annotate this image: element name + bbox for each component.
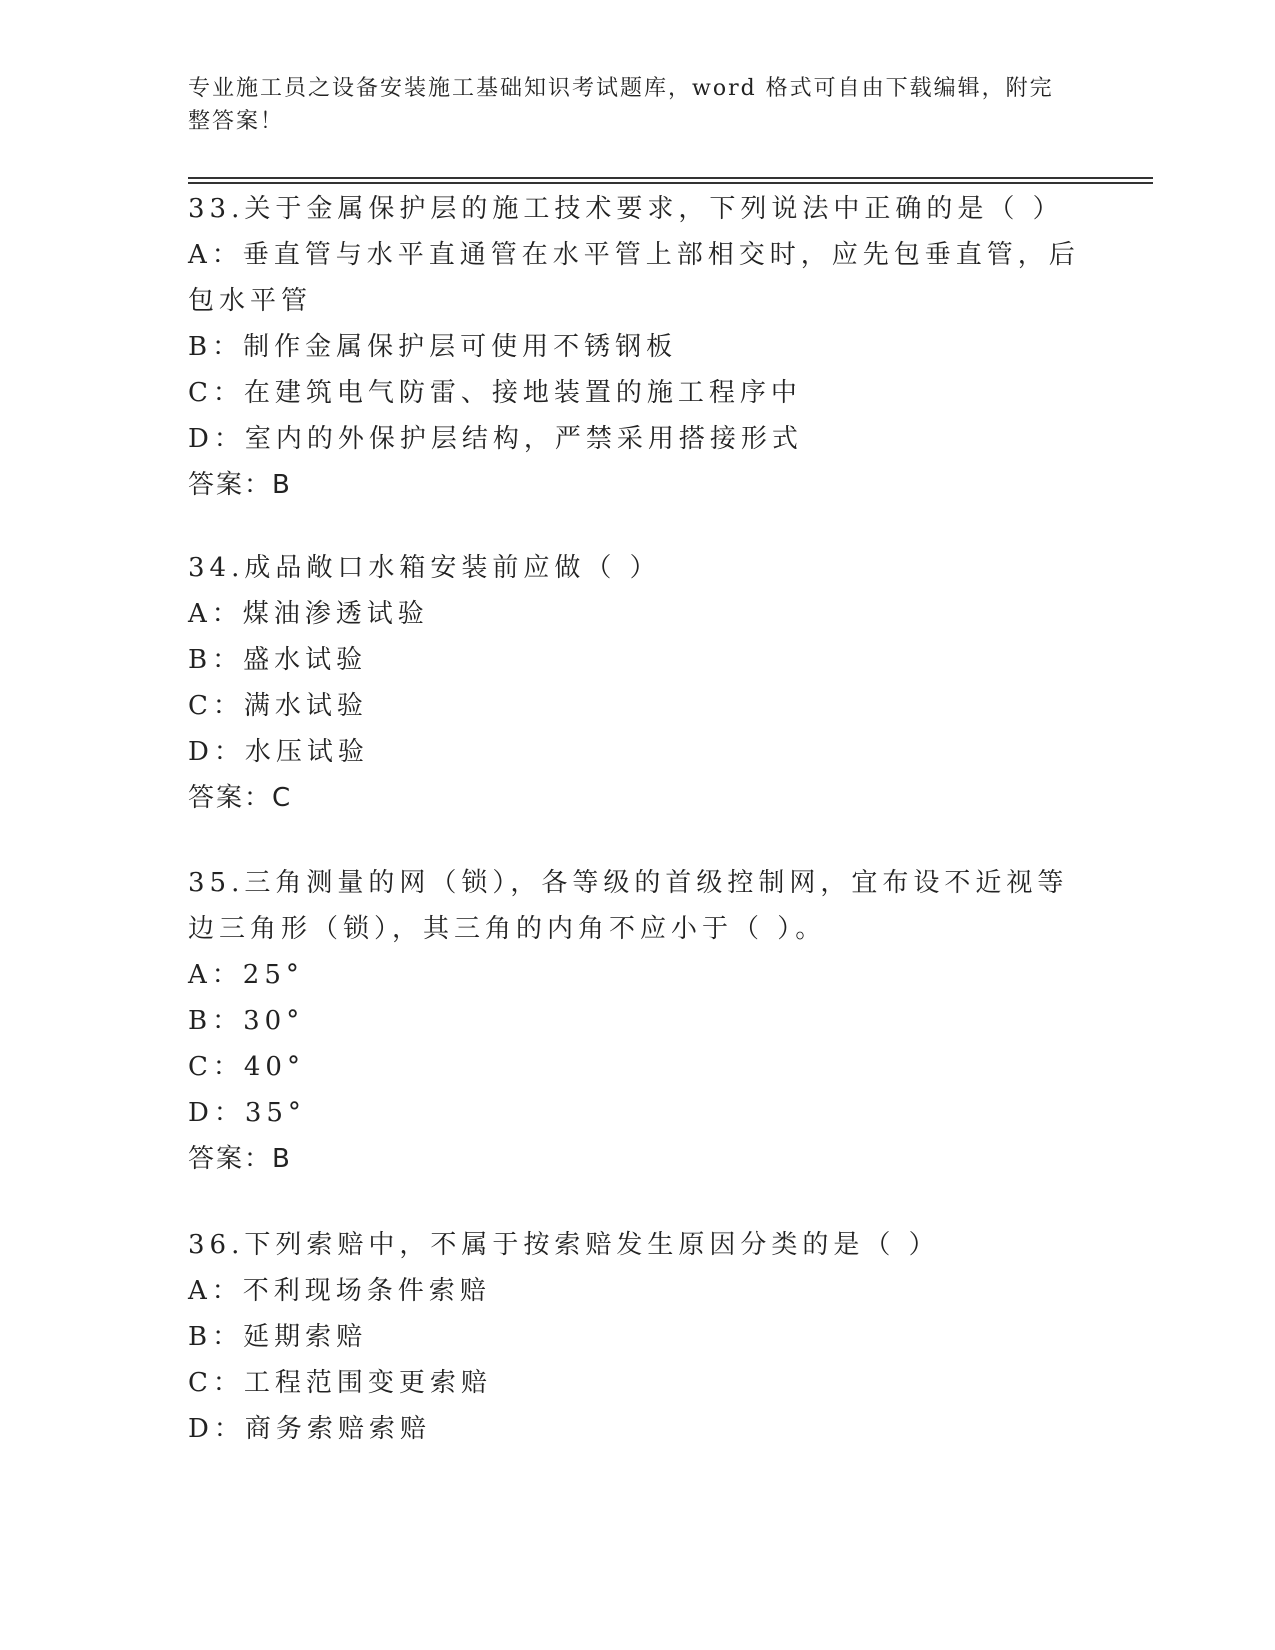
answer: 答案：C <box>188 783 293 813</box>
option-c: C：满水试验 <box>188 691 368 721</box>
question-35 <box>188 860 1088 1182</box>
option-a: A：不利现场条件索赔 <box>188 1276 491 1306</box>
option-d: D：35° <box>188 1098 306 1128</box>
question-stem: 36.下列索赔中，不属于按索赔发生原因分类的是（ ） <box>188 1230 940 1260</box>
option-c: C：40° <box>188 1052 305 1082</box>
answer: 答案：B <box>188 1144 292 1174</box>
answer: 答案：B <box>188 470 292 500</box>
document-header: 专业施工员之设备安装施工基础知识考试题库，word 格式可自由下载编辑，附完整答案！ <box>188 76 1054 134</box>
option-d: D：商务索赔索赔 <box>188 1414 431 1444</box>
option-a: A：25° <box>188 960 304 990</box>
header-rule-top <box>188 177 1153 179</box>
question-34 <box>188 545 1088 821</box>
question-36 <box>188 1222 1088 1452</box>
option-b: B：30° <box>188 1006 305 1036</box>
option-c: C：工程范围变更索赔 <box>188 1368 492 1398</box>
question-stem: 35.三角测量的网（锁），各等级的首级控制网，宜布设不近视等边三角形（锁），其三角的内角不应小于（ ）。 <box>188 868 1069 944</box>
option-a: A：煤油渗透试验 <box>188 599 429 629</box>
question-stem: 33.关于金属保护层的施工技术要求，下列说法中正确的是（ ） <box>188 194 1064 224</box>
option-c: C：在建筑电气防雷、接地装置的施工程序中 <box>188 378 802 408</box>
option-b: B：盛水试验 <box>188 645 368 675</box>
option-a: A：垂直管与水平直通管在水平管上部相交时，应先包垂直管，后包水平管 <box>188 240 1080 316</box>
question-33 <box>188 186 1088 508</box>
header-rule-bottom <box>188 182 1153 184</box>
option-b: B：制作金属保护层可使用不锈钢板 <box>188 332 678 362</box>
option-d: D：水压试验 <box>188 737 369 767</box>
option-d: D：室内的外保护层结构，严禁采用搭接形式 <box>188 424 803 454</box>
question-stem: 34.成品敞口水箱安装前应做（ ） <box>188 553 661 583</box>
option-b: B：延期索赔 <box>188 1322 368 1352</box>
